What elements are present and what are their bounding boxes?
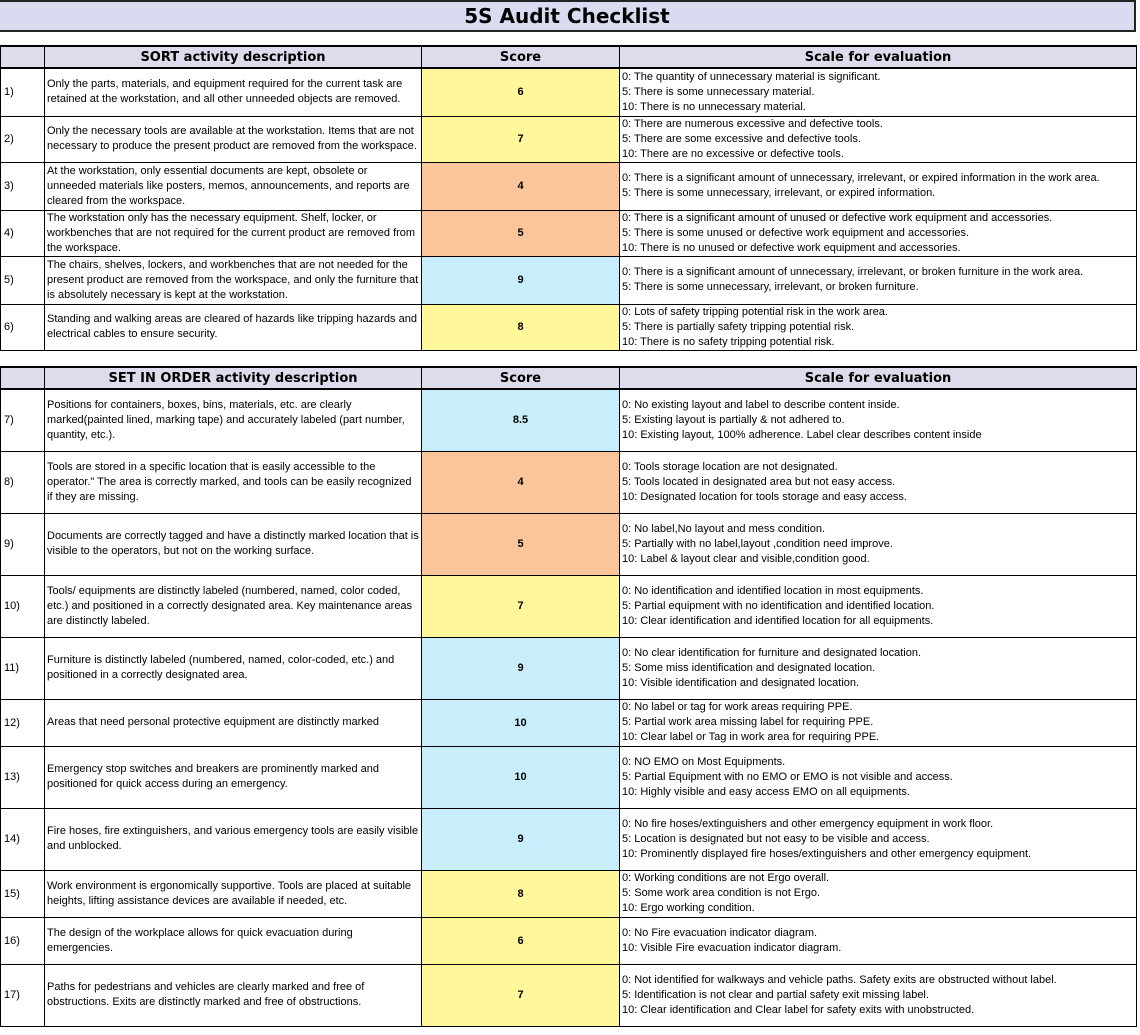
row-number: 7)	[1, 389, 45, 451]
scale-line: 0: Lots of safety tripping potential risk in the work area.	[622, 305, 888, 318]
evaluation-scale	[620, 964, 1137, 1026]
score-cell: 10	[422, 746, 620, 808]
activity-description-text: Only the necessary tools are available at the workstation. Items that are not necessary to produce the present product are removed from the workspace.	[47, 125, 417, 152]
scale-line: 10: Clear identification and identified location for all equipments.	[622, 614, 934, 627]
evaluation-scale	[620, 808, 1137, 870]
activity-description-text: The chairs, shelves, lockers, and workbenches that are not needed for the present product are removed from the workspace, and only the furniture that is absolutely necessary is kept at the workstation.	[47, 258, 419, 301]
sort-header-num	[1, 46, 45, 68]
table-row	[1, 699, 1137, 746]
row-number: 10)	[1, 575, 45, 637]
table-row	[1, 68, 1137, 116]
table-row	[1, 746, 1137, 808]
scale-line: 0: No fire hoses/extinguishers and other emergency equipment in work floor.	[622, 817, 994, 830]
evaluation-scale	[620, 746, 1137, 808]
scale-line: 5: There is some unnecessary, irrelevant, or broken furniture.	[622, 281, 919, 293]
activity-description	[45, 304, 422, 350]
activity-description	[45, 451, 422, 513]
scale-line: 10: Visible identification and designated location.	[622, 676, 860, 689]
set-in-order-header-description: SET IN ORDER activity description	[45, 367, 422, 389]
evaluation-scale	[620, 256, 1137, 304]
evaluation-scale	[620, 575, 1137, 637]
table-row	[1, 964, 1137, 1026]
evaluation-scale	[620, 917, 1137, 964]
scale-line: 10: There are no excessive or defective tools.	[622, 147, 844, 160]
activity-description-text: Positions for containers, boxes, bins, materials, etc. are clearly marked(painted lined, marking tape) and accurately labeled (part number, quantity, etc.).	[47, 398, 405, 441]
score-cell: 6	[422, 68, 620, 116]
scale-line: 0: No label or tag for work areas requiring PPE.	[622, 701, 853, 713]
scale-line: 10: Clear identification and Clear label for safety exits with unobstructed.	[622, 1003, 975, 1016]
scale-line: 5: There are some excessive and defective tools.	[622, 132, 861, 145]
scale-line: 0: NO EMO on Most Equipments.	[622, 755, 786, 768]
evaluation-scale	[620, 870, 1137, 917]
scale-line: 5: Partial Equipment with no EMO or EMO is not visible and access.	[622, 770, 953, 783]
score-cell: 9	[422, 808, 620, 870]
activity-description	[45, 746, 422, 808]
scale-line: 0: Tools storage location are not designated.	[622, 460, 838, 473]
scale-line: 0: No existing layout and label to describe content inside.	[622, 398, 900, 411]
row-number: 2)	[1, 116, 45, 162]
score-cell: 4	[422, 162, 620, 210]
row-number: 11)	[1, 637, 45, 699]
table-row	[1, 451, 1137, 513]
table-row	[1, 116, 1137, 162]
score-cell: 5	[422, 210, 620, 256]
activity-description-text: Emergency stop switches and breakers are prominently marked and positioned for quick access during an emergency.	[47, 763, 379, 790]
table-row	[1, 870, 1137, 917]
table-row	[1, 162, 1137, 210]
row-number: 17)	[1, 964, 45, 1026]
activity-description-text: Documents are correctly tagged and have a distinctly marked location that is visible to the operators, but not on the working surface.	[47, 530, 419, 557]
activity-description	[45, 116, 422, 162]
scale-line: 10: Visible Fire evacuation indicator diagram.	[622, 941, 842, 954]
scale-line: 10: Clear label or Tag in work area for requiring PPE.	[622, 731, 880, 743]
scale-line: 5: Some miss identification and designated location.	[622, 661, 876, 674]
score-cell: 8	[422, 870, 620, 917]
scale-line: 5: There is some unused or defective work equipment and accessories.	[622, 226, 970, 239]
scale-line: 5: There is some unnecessary material.	[622, 85, 815, 98]
activity-description	[45, 699, 422, 746]
sort-header-row	[1, 46, 1137, 68]
row-number: 8)	[1, 451, 45, 513]
score-cell: 4	[422, 451, 620, 513]
set-in-order-header-scale: Scale for evaluation	[620, 367, 1137, 389]
evaluation-scale	[620, 210, 1137, 256]
activity-description-text: Areas that need personal protective equipment are distinctly marked	[47, 716, 380, 728]
table-row	[1, 917, 1137, 964]
evaluation-scale	[620, 637, 1137, 699]
scale-line: 10: There is no unnecessary material.	[622, 100, 806, 113]
checklist-title: 5S Audit Checklist	[0, 0, 1136, 32]
sort-table	[0, 45, 1137, 351]
activity-description	[45, 210, 422, 256]
activity-description	[45, 575, 422, 637]
activity-description	[45, 68, 422, 116]
scale-line: 0: There is a significant amount of unused or defective work equipment and accessories.	[622, 211, 1053, 224]
scale-line: 5: Identification is not clear and partial safety exit missing label.	[622, 988, 929, 1001]
scale-line: 5: Partial equipment with no identification and identified location.	[622, 599, 935, 612]
scale-line: 5: There is partially safety tripping potential risk.	[622, 320, 855, 333]
row-number: 9)	[1, 513, 45, 575]
activity-description-text: At the workstation, only essential documents are kept, obsolete or unneeded materials like posters, memos, announcements, and reports are cleared from the workspace.	[47, 164, 410, 207]
scale-line: 10: Highly visible and easy access EMO on all equipments.	[622, 785, 910, 798]
score-cell: 9	[422, 637, 620, 699]
score-cell: 7	[422, 964, 620, 1026]
table-row	[1, 389, 1137, 451]
set-in-order-header-num	[1, 367, 45, 389]
set-in-order-header-row	[1, 367, 1137, 389]
table-row	[1, 256, 1137, 304]
scale-line: 5: Some work area condition is not Ergo.	[622, 887, 821, 899]
scale-line: 5: Partial work area missing label for requiring PPE.	[622, 716, 874, 728]
evaluation-scale	[620, 304, 1137, 350]
activity-description-text: Tools/ equipments are distinctly labeled (numbered, named, color coded, etc.) and positioned in a correctly designated area. Key maintenance areas are distinctly labeled.	[47, 584, 413, 627]
scale-line: 10: Label & layout clear and visible,condition good.	[622, 552, 870, 565]
activity-description	[45, 162, 422, 210]
activity-description-text: Furniture is distinctly labeled (numbered, named, color-coded, etc.) and positioned in a correctly designated area.	[47, 654, 395, 681]
row-number: 4)	[1, 210, 45, 256]
scale-line: 0: There is a significant amount of unnecessary, irrelevant, or expired information in the work area.	[622, 172, 1100, 184]
scale-line: 10: There is no unused or defective work equipment and accessories.	[622, 241, 961, 254]
evaluation-scale	[620, 68, 1137, 116]
table-row	[1, 513, 1137, 575]
evaluation-scale	[620, 162, 1137, 210]
evaluation-scale	[620, 116, 1137, 162]
activity-description-text: Tools are stored in a specific location that is easily accessible to the operator." The area is correctly marked, and tools can be easily recognized if they are missing.	[47, 460, 412, 503]
row-number: 5)	[1, 256, 45, 304]
row-number: 16)	[1, 917, 45, 964]
activity-description	[45, 808, 422, 870]
scale-line: 10: Existing layout, 100% adherence. Label clear describes content inside	[622, 428, 982, 441]
scale-line: 0: No identification and identified location in most equipments.	[622, 584, 924, 597]
activity-description	[45, 637, 422, 699]
scale-line: 5: Partially with no label,layout ,condition need improve.	[622, 537, 893, 550]
evaluation-scale	[620, 513, 1137, 575]
score-cell: 8.5	[422, 389, 620, 451]
scale-line: 0: No Fire evacuation indicator diagram.	[622, 926, 818, 939]
row-number: 12)	[1, 699, 45, 746]
score-cell: 10	[422, 699, 620, 746]
scale-line: 0: There is a significant amount of unnecessary, irrelevant, or broken furniture in the work area.	[622, 266, 1084, 278]
table-row	[1, 808, 1137, 870]
activity-description-text: Standing and walking areas are cleared of hazards like tripping hazards and electrical cables to ensure security.	[47, 313, 417, 340]
score-cell: 9	[422, 256, 620, 304]
evaluation-scale	[620, 699, 1137, 746]
scale-line: 10: Designated location for tools storage and easy access.	[622, 490, 907, 503]
score-cell: 6	[422, 917, 620, 964]
scale-line: 0: No clear identification for furniture and designated location.	[622, 646, 922, 659]
set-in-order-header-score: Score	[422, 367, 620, 389]
row-number: 1)	[1, 68, 45, 116]
evaluation-scale	[620, 451, 1137, 513]
activity-description-text: The workstation only has the necessary equipment. Shelf, locker, or workbenches that are not required for the current product are removed from the workspace.	[47, 211, 416, 254]
score-cell: 7	[422, 575, 620, 637]
set-in-order-table	[0, 366, 1137, 1027]
row-number: 13)	[1, 746, 45, 808]
scale-line: 10: Ergo working condition.	[622, 902, 755, 914]
activity-description	[45, 389, 422, 451]
activity-description-text: Work environment is ergonomically supportive. Tools are placed at suitable heights, lifting assistance devices are available if needed, etc.	[47, 879, 411, 907]
score-cell: 8	[422, 304, 620, 350]
scale-line: 0: Not identified for walkways and vehicle paths. Safety exits are obstructed without label.	[622, 973, 1057, 986]
row-number: 6)	[1, 304, 45, 350]
scale-line: 0: There are numerous excessive and defective tools.	[622, 117, 883, 130]
row-number: 15)	[1, 870, 45, 917]
sort-header-description: SORT activity description	[45, 46, 422, 68]
activity-description	[45, 256, 422, 304]
scale-line: 5: Location is designated but not easy to be visible and access.	[622, 832, 930, 845]
scale-line: 0: The quantity of unnecessary material is significant.	[622, 70, 881, 83]
scale-line: 10: Prominently displayed fire hoses/extinguishers and other emergency equipment.	[622, 847, 1032, 860]
table-row	[1, 210, 1137, 256]
table-row	[1, 304, 1137, 350]
score-cell: 5	[422, 513, 620, 575]
scale-line: 5: Existing layout is partially & not adhered to.	[622, 413, 845, 426]
table-row	[1, 575, 1137, 637]
activity-description-text: Paths for pedestrians and vehicles are clearly marked and free of obstructions. Exits are distinctly marked and free of obstructions.	[47, 981, 365, 1008]
scale-line: 10: There is no safety tripping potential risk.	[622, 335, 835, 348]
activity-description-text: Fire hoses, fire extinguishers, and various emergency tools are easily visible and unblocked.	[47, 825, 419, 852]
scale-line: 0: Working conditions are not Ergo overall.	[622, 872, 830, 884]
activity-description-text: The design of the workplace allows for quick evacuation during emergencies.	[47, 926, 353, 954]
sort-header-score: Score	[422, 46, 620, 68]
activity-description	[45, 964, 422, 1026]
scale-line: 5: Tools located in designated area but not easy access.	[622, 475, 896, 488]
activity-description-text: Only the parts, materials, and equipment required for the current task are retained at the workstation, and all other unneeded objects are removed.	[47, 78, 403, 106]
activity-description	[45, 870, 422, 917]
score-cell: 7	[422, 116, 620, 162]
activity-description	[45, 917, 422, 964]
row-number: 3)	[1, 162, 45, 210]
scale-line: 0: No label,No layout and mess condition.	[622, 522, 826, 535]
activity-description	[45, 513, 422, 575]
row-number: 14)	[1, 808, 45, 870]
evaluation-scale	[620, 389, 1137, 451]
sort-header-scale: Scale for evaluation	[620, 46, 1137, 68]
table-row	[1, 637, 1137, 699]
scale-line: 5: There is some unnecessary, irrelevant, or expired information.	[622, 187, 936, 199]
